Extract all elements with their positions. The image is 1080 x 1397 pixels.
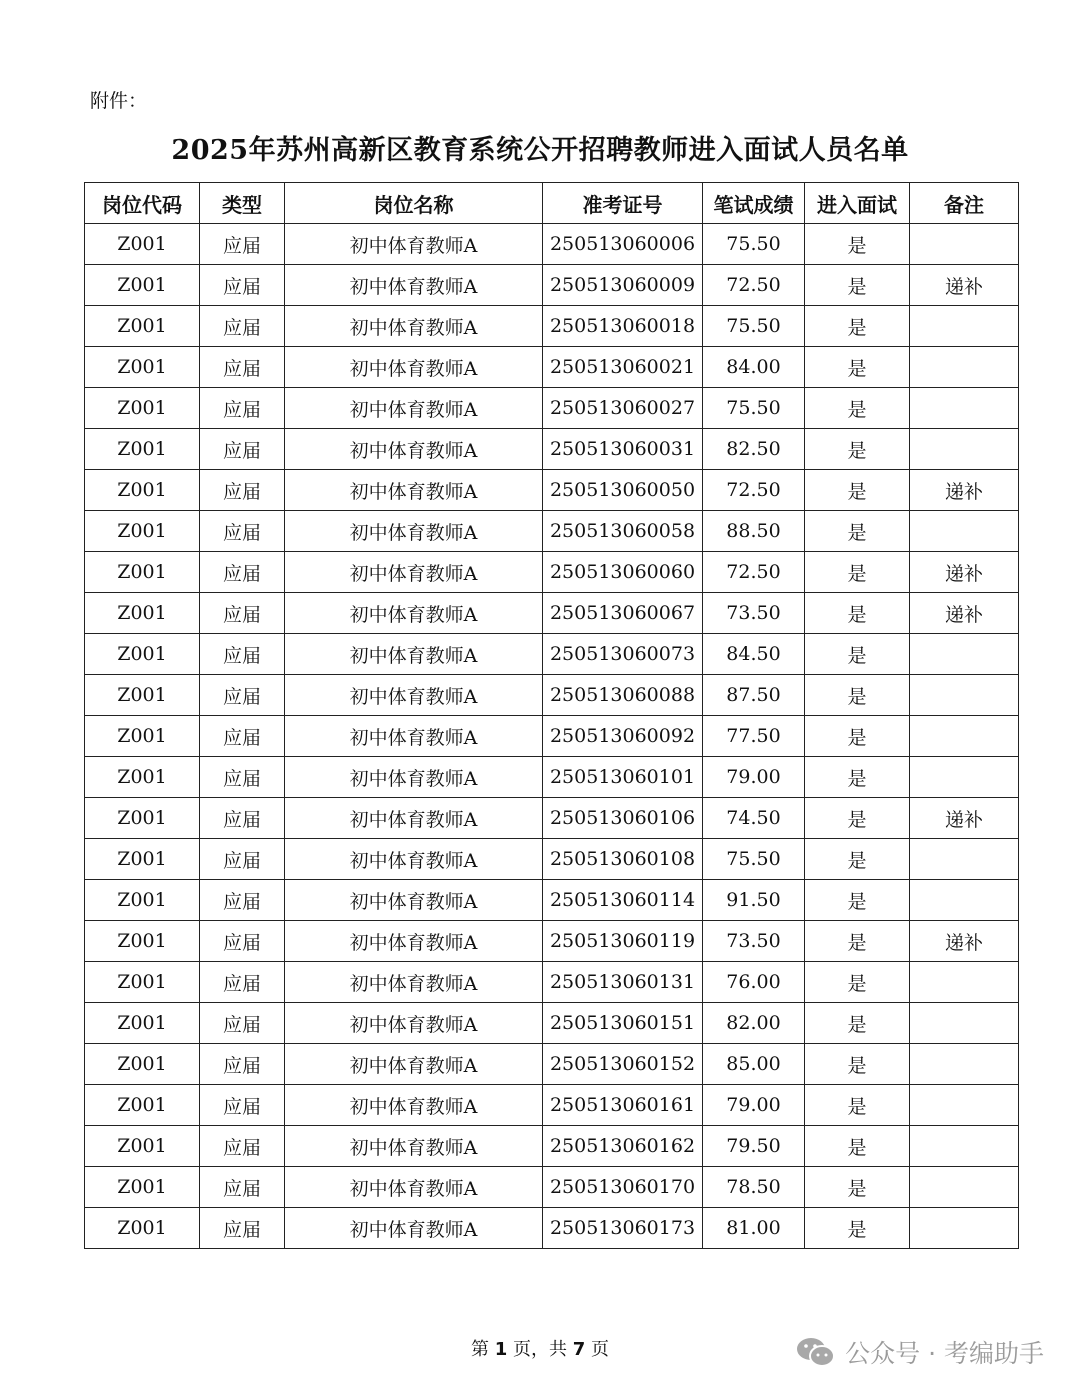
- cell-ticket-number: 250513060009: [543, 265, 703, 306]
- cell-written-score: 72.50: [703, 470, 805, 511]
- cell-type: 应届: [200, 921, 285, 962]
- cell-interview: 是: [805, 511, 910, 552]
- cell-ticket-number: 250513060031: [543, 429, 703, 470]
- cell-written-score: 76.00: [703, 962, 805, 1003]
- cell-position-code: Z001: [85, 675, 200, 716]
- cell-ticket-number: 250513060162: [543, 1126, 703, 1167]
- cell-remarks: [910, 716, 1019, 757]
- cell-type: 应届: [200, 962, 285, 1003]
- header-type: 类型: [200, 183, 285, 224]
- cell-ticket-number: 250513060114: [543, 880, 703, 921]
- table-row: [85, 880, 1019, 921]
- cell-written-score: 87.50: [703, 675, 805, 716]
- cell-position-code: Z001: [85, 347, 200, 388]
- cell-type: 应届: [200, 716, 285, 757]
- cell-position-name: 初中体育教师A: [285, 798, 543, 839]
- footer-prefix: 第: [471, 1339, 495, 1360]
- cell-remarks: [910, 634, 1019, 675]
- attachment-label: 附件：: [90, 90, 148, 112]
- cell-ticket-number: 250513060018: [543, 306, 703, 347]
- table-row: [85, 511, 1019, 552]
- cell-written-score: 75.50: [703, 224, 805, 265]
- cell-ticket-number: 250513060161: [543, 1085, 703, 1126]
- cell-interview: 是: [805, 1085, 910, 1126]
- cell-position-code: Z001: [85, 429, 200, 470]
- cell-position-name: 初中体育教师A: [285, 634, 543, 675]
- cell-interview: 是: [805, 429, 910, 470]
- cell-written-score: 84.00: [703, 347, 805, 388]
- cell-interview: 是: [805, 388, 910, 429]
- cell-type: 应届: [200, 470, 285, 511]
- table-row: [85, 265, 1019, 306]
- cell-position-code: Z001: [85, 1003, 200, 1044]
- cell-ticket-number: 250513060151: [543, 1003, 703, 1044]
- cell-remarks: [910, 224, 1019, 265]
- cell-position-name: 初中体育教师A: [285, 839, 543, 880]
- cell-type: 应届: [200, 347, 285, 388]
- cell-position-code: Z001: [85, 757, 200, 798]
- cell-written-score: 85.00: [703, 1044, 805, 1085]
- table-row: [85, 306, 1019, 347]
- watermark-text: 公众号 · 考编助手: [845, 1339, 1044, 1368]
- cell-position-name: 初中体育教师A: [285, 1167, 543, 1208]
- cell-remarks: [910, 1085, 1019, 1126]
- cell-position-code: Z001: [85, 839, 200, 880]
- cell-ticket-number: 250513060106: [543, 798, 703, 839]
- current-page: 1: [494, 1339, 508, 1360]
- cell-position-name: 初中体育教师A: [285, 388, 543, 429]
- cell-written-score: 77.50: [703, 716, 805, 757]
- cell-position-name: 初中体育教师A: [285, 511, 543, 552]
- cell-written-score: 75.50: [703, 306, 805, 347]
- cell-position-name: 初中体育教师A: [285, 1085, 543, 1126]
- cell-type: 应届: [200, 1085, 285, 1126]
- cell-position-name: 初中体育教师A: [285, 1044, 543, 1085]
- cell-position-code: Z001: [85, 265, 200, 306]
- cell-interview: 是: [805, 757, 910, 798]
- cell-ticket-number: 250513060058: [543, 511, 703, 552]
- cell-interview: 是: [805, 224, 910, 265]
- cell-remarks: 递补: [910, 552, 1019, 593]
- cell-written-score: 84.50: [703, 634, 805, 675]
- cell-remarks: 递补: [910, 798, 1019, 839]
- table-row: [85, 470, 1019, 511]
- cell-type: 应届: [200, 675, 285, 716]
- cell-interview: 是: [805, 634, 910, 675]
- table-row: [85, 757, 1019, 798]
- cell-remarks: [910, 1003, 1019, 1044]
- cell-interview: 是: [805, 962, 910, 1003]
- cell-remarks: [910, 388, 1019, 429]
- cell-position-name: 初中体育教师A: [285, 306, 543, 347]
- cell-type: 应届: [200, 511, 285, 552]
- cell-remarks: [910, 839, 1019, 880]
- cell-interview: 是: [805, 593, 910, 634]
- cell-ticket-number: 250513060108: [543, 839, 703, 880]
- cell-written-score: 82.00: [703, 1003, 805, 1044]
- cell-position-name: 初中体育教师A: [285, 1126, 543, 1167]
- cell-type: 应届: [200, 224, 285, 265]
- watermark: [795, 1334, 1044, 1370]
- cell-remarks: 递补: [910, 921, 1019, 962]
- table-row: [85, 552, 1019, 593]
- cell-type: 应届: [200, 265, 285, 306]
- table-row: [85, 347, 1019, 388]
- table-row: [85, 798, 1019, 839]
- cell-interview: 是: [805, 552, 910, 593]
- cell-position-name: 初中体育教师A: [285, 880, 543, 921]
- cell-position-code: Z001: [85, 511, 200, 552]
- cell-written-score: 91.50: [703, 880, 805, 921]
- cell-position-code: Z001: [85, 921, 200, 962]
- header-position-name: 岗位名称: [285, 183, 543, 224]
- cell-position-name: 初中体育教师A: [285, 921, 543, 962]
- cell-type: 应届: [200, 757, 285, 798]
- cell-position-name: 初中体育教师A: [285, 429, 543, 470]
- table-row: [85, 921, 1019, 962]
- cell-remarks: 递补: [910, 470, 1019, 511]
- cell-written-score: 75.50: [703, 388, 805, 429]
- table-row: [85, 1044, 1019, 1085]
- cell-position-code: Z001: [85, 552, 200, 593]
- cell-type: 应届: [200, 388, 285, 429]
- cell-ticket-number: 250513060119: [543, 921, 703, 962]
- cell-remarks: [910, 1126, 1019, 1167]
- cell-type: 应届: [200, 306, 285, 347]
- footer-middle: 页，共: [507, 1339, 573, 1360]
- cell-ticket-number: 250513060092: [543, 716, 703, 757]
- cell-position-code: Z001: [85, 1208, 200, 1249]
- cell-ticket-number: 250513060060: [543, 552, 703, 593]
- cell-ticket-number: 250513060067: [543, 593, 703, 634]
- table-body: [85, 224, 1019, 1249]
- cell-position-code: Z001: [85, 470, 200, 511]
- cell-interview: 是: [805, 716, 910, 757]
- cell-position-name: 初中体育教师A: [285, 716, 543, 757]
- page-title: 2025年苏州高新区教育系统公开招聘教师进入面试人员名单: [171, 135, 909, 166]
- header-remarks: 备注: [910, 183, 1019, 224]
- cell-ticket-number: 250513060101: [543, 757, 703, 798]
- cell-ticket-number: 250513060131: [543, 962, 703, 1003]
- wechat-icon: [795, 1335, 835, 1369]
- cell-remarks: [910, 429, 1019, 470]
- cell-position-code: Z001: [85, 880, 200, 921]
- cell-written-score: 81.00: [703, 1208, 805, 1249]
- cell-written-score: 82.50: [703, 429, 805, 470]
- cell-ticket-number: 250513060073: [543, 634, 703, 675]
- cell-remarks: [910, 347, 1019, 388]
- cell-remarks: 递补: [910, 593, 1019, 634]
- cell-interview: 是: [805, 1003, 910, 1044]
- table-row: [85, 634, 1019, 675]
- cell-position-name: 初中体育教师A: [285, 470, 543, 511]
- cell-position-code: Z001: [85, 1167, 200, 1208]
- table-header-row: [85, 183, 1019, 224]
- cell-position-name: 初中体育教师A: [285, 224, 543, 265]
- cell-remarks: [910, 306, 1019, 347]
- cell-remarks: 递补: [910, 265, 1019, 306]
- cell-interview: 是: [805, 921, 910, 962]
- cell-written-score: 75.50: [703, 839, 805, 880]
- cell-remarks: [910, 1044, 1019, 1085]
- cell-type: 应届: [200, 880, 285, 921]
- cell-remarks: [910, 962, 1019, 1003]
- footer-suffix: 页: [585, 1339, 609, 1360]
- cell-written-score: 78.50: [703, 1167, 805, 1208]
- cell-position-name: 初中体育教师A: [285, 962, 543, 1003]
- cell-written-score: 74.50: [703, 798, 805, 839]
- cell-remarks: [910, 880, 1019, 921]
- table-row: [85, 716, 1019, 757]
- cell-position-name: 初中体育教师A: [285, 675, 543, 716]
- cell-interview: 是: [805, 839, 910, 880]
- cell-interview: 是: [805, 880, 910, 921]
- cell-written-score: 73.50: [703, 921, 805, 962]
- cell-type: 应届: [200, 839, 285, 880]
- table-row: [85, 1208, 1019, 1249]
- table-row: [85, 224, 1019, 265]
- cell-position-code: Z001: [85, 306, 200, 347]
- cell-ticket-number: 250513060006: [543, 224, 703, 265]
- cell-type: 应届: [200, 593, 285, 634]
- cell-interview: 是: [805, 1044, 910, 1085]
- cell-position-code: Z001: [85, 388, 200, 429]
- table-row: [85, 593, 1019, 634]
- cell-interview: 是: [805, 347, 910, 388]
- cell-remarks: [910, 1167, 1019, 1208]
- cell-written-score: 79.00: [703, 757, 805, 798]
- table-row: [85, 1167, 1019, 1208]
- cell-type: 应届: [200, 552, 285, 593]
- cell-written-score: 72.50: [703, 552, 805, 593]
- cell-written-score: 88.50: [703, 511, 805, 552]
- cell-remarks: [910, 675, 1019, 716]
- cell-ticket-number: 250513060173: [543, 1208, 703, 1249]
- cell-position-code: Z001: [85, 593, 200, 634]
- cell-type: 应届: [200, 798, 285, 839]
- cell-position-name: 初中体育教师A: [285, 757, 543, 798]
- cell-position-code: Z001: [85, 962, 200, 1003]
- cell-remarks: [910, 511, 1019, 552]
- table-row: [85, 1126, 1019, 1167]
- cell-interview: 是: [805, 798, 910, 839]
- cell-position-name: 初中体育教师A: [285, 265, 543, 306]
- header-written-score: 笔试成绩: [703, 183, 805, 224]
- cell-interview: 是: [805, 265, 910, 306]
- cell-position-code: Z001: [85, 224, 200, 265]
- cell-remarks: [910, 757, 1019, 798]
- table-row: [85, 839, 1019, 880]
- cell-ticket-number: 250513060050: [543, 470, 703, 511]
- cell-type: 应届: [200, 1003, 285, 1044]
- header-position-code: 岗位代码: [85, 183, 200, 224]
- cell-position-name: 初中体育教师A: [285, 347, 543, 388]
- candidate-table: [84, 182, 1019, 1249]
- cell-type: 应届: [200, 1208, 285, 1249]
- total-pages: 7: [572, 1339, 586, 1360]
- cell-written-score: 79.50: [703, 1126, 805, 1167]
- cell-ticket-number: 250513060152: [543, 1044, 703, 1085]
- cell-type: 应届: [200, 634, 285, 675]
- table-row: [85, 962, 1019, 1003]
- cell-remarks: [910, 1208, 1019, 1249]
- table-row: [85, 675, 1019, 716]
- cell-ticket-number: 250513060021: [543, 347, 703, 388]
- cell-type: 应届: [200, 1126, 285, 1167]
- cell-interview: 是: [805, 470, 910, 511]
- table-row: [85, 429, 1019, 470]
- cell-written-score: 72.50: [703, 265, 805, 306]
- cell-written-score: 79.00: [703, 1085, 805, 1126]
- cell-position-name: 初中体育教师A: [285, 593, 543, 634]
- cell-position-name: 初中体育教师A: [285, 552, 543, 593]
- cell-position-code: Z001: [85, 716, 200, 757]
- table-row: [85, 1003, 1019, 1044]
- cell-interview: 是: [805, 675, 910, 716]
- cell-position-code: Z001: [85, 634, 200, 675]
- cell-type: 应届: [200, 1044, 285, 1085]
- cell-interview: 是: [805, 1126, 910, 1167]
- cell-ticket-number: 250513060088: [543, 675, 703, 716]
- cell-interview: 是: [805, 1167, 910, 1208]
- cell-ticket-number: 250513060170: [543, 1167, 703, 1208]
- header-interview: 进入面试: [805, 183, 910, 224]
- table-row: [85, 1085, 1019, 1126]
- cell-interview: 是: [805, 1208, 910, 1249]
- cell-type: 应届: [200, 429, 285, 470]
- cell-position-code: Z001: [85, 1126, 200, 1167]
- header-ticket-number: 准考证号: [543, 183, 703, 224]
- cell-position-name: 初中体育教师A: [285, 1003, 543, 1044]
- cell-interview: 是: [805, 306, 910, 347]
- cell-ticket-number: 250513060027: [543, 388, 703, 429]
- cell-position-code: Z001: [85, 1085, 200, 1126]
- table-row: [85, 388, 1019, 429]
- cell-position-code: Z001: [85, 1044, 200, 1085]
- cell-position-name: 初中体育教师A: [285, 1208, 543, 1249]
- cell-type: 应届: [200, 1167, 285, 1208]
- cell-position-code: Z001: [85, 798, 200, 839]
- cell-written-score: 73.50: [703, 593, 805, 634]
